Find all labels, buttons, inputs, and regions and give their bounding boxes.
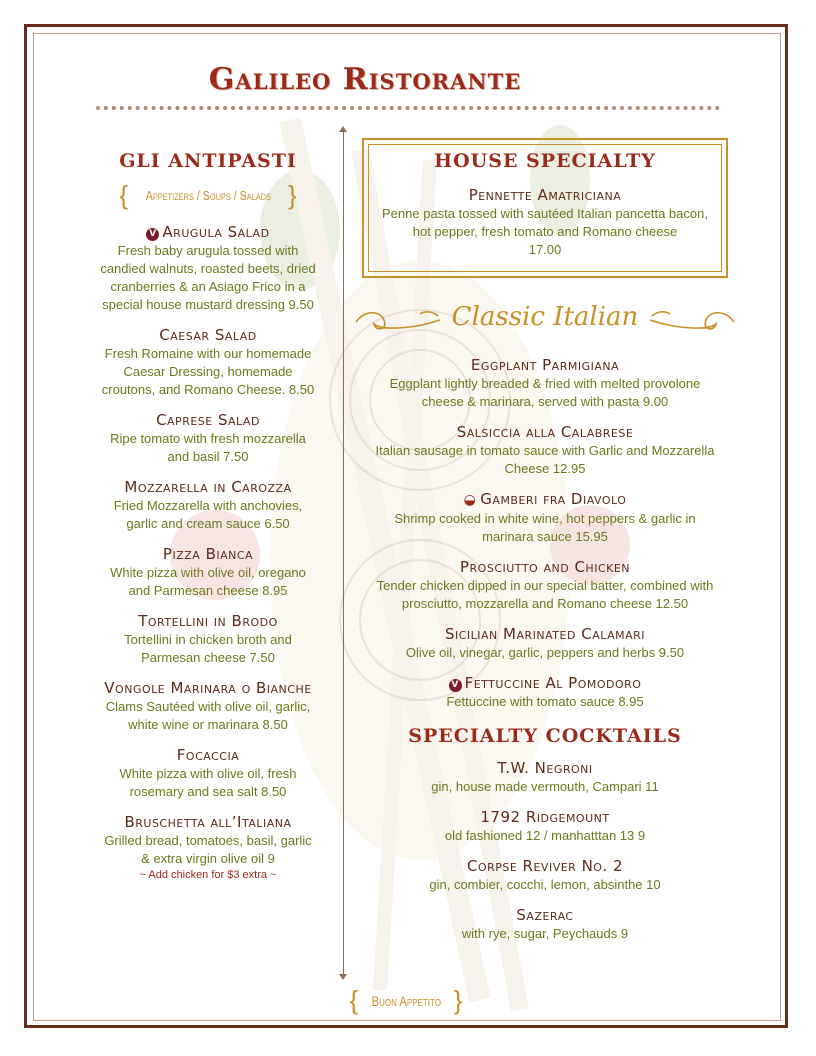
menu-item (374, 759, 716, 796)
menu-item (374, 906, 716, 943)
antipasti-column (100, 150, 316, 882)
menu-item-name-text: Mozzarella in Carozza (124, 478, 292, 496)
menu-item (100, 813, 316, 882)
menu-item-name (100, 679, 316, 698)
menu-item (374, 490, 716, 546)
classic-italian-column (374, 344, 716, 943)
menu-item (374, 356, 716, 411)
menu-item-description: Olive oil, vinegar, garlic, peppers and herbs 9.50 (405, 645, 685, 660)
menu-item (100, 746, 316, 801)
menu-item-description: gin, combier, cocchi, lemon, absinthe 10 (429, 877, 661, 892)
menu-item-name (100, 223, 316, 242)
left-brace-icon: { (119, 180, 129, 210)
hot-pepper-icon: ◒ (463, 492, 477, 508)
menu-item (374, 857, 716, 894)
antipasti-subheading-text: Appetizers / Soups / Salads (145, 188, 271, 203)
menu-item-name-text: Vongole Marinara o Bianche (104, 679, 312, 697)
cocktails-heading: SPECIALTY COCKTAILS (408, 725, 682, 747)
menu-item-name-text: Caesar Salad (159, 326, 257, 344)
menu-item-name-text: 1792 Ridgemount (480, 808, 610, 826)
cocktail-list (374, 759, 716, 943)
house-specialty-desc: Penne pasta tossed with sautéed Italian pancetta bacon, hot pepper, fresh tomato and Romano cheese (382, 206, 708, 239)
menu-item-description: gin, house made vermouth, Campari 11 (431, 779, 659, 794)
menu-item (100, 478, 316, 533)
menu-item-description: with rye, sugar, Peychauds 9 (461, 926, 629, 941)
menu-item-name-text: Tortellini in Brodo (138, 612, 278, 630)
menu-item-description: White pizza with olive oil, oregano and Parmesan cheese 8.95 (110, 565, 306, 598)
menu-item-name (374, 423, 716, 442)
menu-item-name-text: Bruschetta all’Italiana (124, 813, 292, 831)
house-specialty (376, 150, 714, 259)
menu-item-name-text: Prosciutto and Chicken (459, 558, 631, 576)
classic-italian-heading: Classic Italian (451, 302, 639, 332)
menu-item (100, 612, 316, 667)
menu-item-name (374, 356, 716, 375)
menu-item-name-text: Sicilian Marinated Calamari (444, 625, 646, 643)
menu-item (100, 326, 316, 399)
menu-item-name (100, 545, 316, 564)
menu-item-name (100, 612, 316, 631)
column-divider (343, 130, 344, 978)
menu-item-name (100, 813, 316, 832)
menu-item-description: Shrimp cooked in white wine, hot peppers & garlic in marinara sauce 15.95 (394, 511, 696, 544)
menu-item-name-text: Sazerac (516, 906, 574, 924)
menu-item-name (100, 326, 316, 345)
vegetarian-icon: V (146, 228, 159, 241)
menu-item-name (100, 746, 316, 765)
menu-item-name (374, 674, 716, 693)
menu-item-name-text: Eggplant Parmigiana (470, 356, 620, 374)
menu-item (374, 558, 716, 613)
house-specialty-price: 17.00 (528, 242, 562, 257)
menu-item (374, 423, 716, 478)
menu-item-name-text: Arugula Salad (162, 223, 270, 241)
menu-item-note: ~ Add chicken for $3 extra ~ (139, 869, 277, 881)
menu-item-name-text: Caprese Salad (156, 411, 260, 429)
divider-arrow-top-icon (339, 126, 347, 132)
menu-item-description: Italian sausage in tomato sauce with Garlic and Mozzarella Cheese 12.95 (375, 443, 715, 476)
menu-item-name (100, 478, 316, 497)
menu-item-description: old fashioned 12 / manhatttan 13 9 (444, 828, 646, 843)
antipasti-heading: GLI ANTIPASTI (119, 150, 297, 172)
menu-item-description: Grilled bread, tomatoes, basil, garlic & extra virgin olive oil 9 (104, 833, 312, 866)
menu-item-description: Eggplant lightly breaded & fried with melted provolone cheese & marinara, served with pasta 9.00 (389, 376, 701, 409)
menu-item-name (374, 759, 716, 778)
classic-list (374, 356, 716, 711)
menu-item-description: Ripe tomato with fresh mozzarella and basil 7.50 (110, 431, 306, 464)
menu-item-description: Fresh Romaine with our homemade Caesar Dressing, homemade croutons, and Romano Cheese. 8.50 (101, 346, 315, 397)
antipasti-list (100, 223, 316, 882)
footer-text: Buon Appetito (371, 992, 441, 1009)
menu-item-name (374, 558, 716, 577)
footer-left-brace-icon: { (349, 985, 359, 1015)
menu-item-name-text: T.W. Negroni (497, 759, 593, 777)
menu-item (100, 411, 316, 466)
menu-item-name (374, 808, 716, 827)
footer (346, 985, 466, 1016)
antipasti-subheading (100, 180, 316, 211)
house-specialty-name: Pennette Amatriciana (468, 186, 622, 204)
vegetarian-icon: V (449, 679, 462, 692)
menu-item-description: Clams Sautéed with olive oil, garlic, white wine or marinara 8.50 (105, 699, 311, 732)
right-brace-icon: } (287, 180, 297, 210)
menu-item-description: Fried Mozzarella with anchovies, garlic and cream sauce 6.50 (113, 498, 303, 531)
classic-italian-banner (350, 300, 740, 344)
restaurant-title: Galileo Ristorante (208, 62, 522, 97)
menu-item (374, 808, 716, 845)
menu-item-description: White pizza with olive oil, fresh rosemary and sea salt 8.50 (119, 766, 297, 799)
menu-item-description: Tortellini in chicken broth and Parmesan cheese 7.50 (124, 632, 292, 665)
menu-item-description: Fettuccine with tomato sauce 8.95 (446, 694, 644, 709)
menu-item-name (374, 906, 716, 925)
divider-arrow-bottom-icon (339, 974, 347, 980)
menu-item-description: Fresh baby arugula tossed with candied walnuts, roasted beets, dried cranberries & an Asiago Frico in a special house mustard dressing 9.50 (100, 243, 316, 312)
menu-item (100, 679, 316, 734)
menu-item-name-text: Focaccia (176, 746, 240, 764)
menu-item-name (374, 490, 716, 510)
footer-right-brace-icon: } (453, 985, 463, 1015)
title-dotted-rule (96, 106, 720, 110)
menu-item (100, 545, 316, 600)
menu-item-name (100, 411, 316, 430)
menu-item-name-text: Fettuccine Al Pomodoro (464, 674, 642, 692)
menu-item-name-text: Salsiccia alla Calabrese (456, 423, 634, 441)
menu-item-name-text: Corpse Reviver No. 2 (466, 857, 624, 875)
house-specialty-heading: HOUSE SPECIALTY (434, 150, 656, 172)
menu-item (374, 674, 716, 711)
menu-item (100, 223, 316, 314)
menu-item-name-text: Gamberi fra Diavolo (480, 490, 627, 508)
menu-item-name (374, 625, 716, 644)
menu-item-description: Tender chicken dipped in our special batter, combined with prosciutto, mozzarella and Romano cheese 12.50 (376, 578, 714, 611)
menu-item-name-text: Pizza Bianca (162, 545, 254, 563)
house-specialty-item (376, 186, 714, 259)
menu-item-name (374, 857, 716, 876)
menu-item (374, 625, 716, 662)
